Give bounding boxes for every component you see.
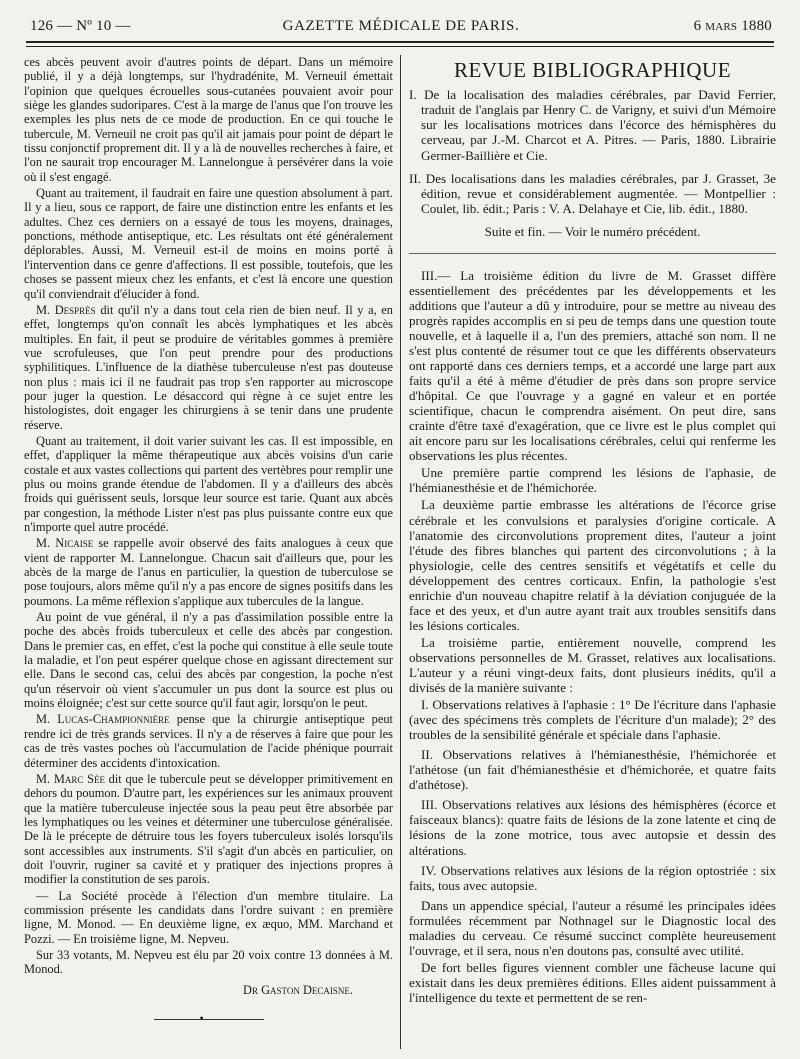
header-rule-thick (26, 41, 774, 43)
paragraph: La deuxième partie embrasse les altérations de l'écorce grise cérébrale et les convulsions et paralysies d'origine corticale. A l'anatomie des circonvolutions proprement dites, l'auteur a joint l'étude des fibres blanches qui partent des circonvolutions ; à la physiologie, celle des centres sensitifs et végétatifs et celle du développement des centres corticaux. Enfin, la pathologie s'est enrichie d'un nouveau chapitre relatif à la déviation conjuguée de la face et des yeux, et d'un autre ayant trait aux troubles sensitifs dans les lésions corticales. (409, 497, 776, 633)
continuation-note: Suite et fin. — Voir le numéro précédent. (484, 223, 701, 239)
page-number: 126 — Nº 10 — (30, 18, 131, 34)
left-column (24, 55, 393, 1053)
paragraph: Une première partie comprend les lésions de l'aphasie, de l'hémianesthésie et de l'hémichorée. (409, 465, 776, 496)
paragraph: ces abcès peuvent avoir d'autres points de départ. Dans un mémoire publié, il y a déjà longtemps, sur l'hydradénite, M. Verneuil émettait l'opinion que quelques écrouelles sous-cutanées pouvaient avoir pour siège les glandes sudoripares. C'est à la marge de l'anus que l'on trouve les exemples les plus nets de ce mode de production. En ce qui touche le tubercule, M. Verneuil ne croit pas qu'il ait jamais pour point de départ le tissu conjonctif proprement dit. Il y a là de nouvelles recherches à faire, et l'on ne saurait trop encourager M. Lannelongue à persévérer dans la voie où il s'est engagé. (24, 55, 393, 184)
list-item: II. Observations relatives à l'hémianesthésie, l'hémichorée et l'athétose (un fait d'hémianesthésie et d'hémichorée, et quatre faits d'athétose). (409, 747, 776, 793)
paragraph: Sur 33 votants, M. Nepveu est élu par 20 voix contre 13 données à M. Monod. (24, 947, 393, 977)
paragraph: — La Société procède à l'élection d'un membre titulaire. La commission présente les candidats dans l'ordre suivant : en première ligne, M. Monod. — En deuxième ligne, ex æquo, MM. Marchand et Pozzi. — En troisième ligne, M. Nepveu. (24, 888, 393, 946)
paragraph: M. Desprès dit qu'il n'y a dans tout cela rien de bien neuf. Il y a, en effet, longtemps qu'on connaît les abcès lymphatiques et les abcès multiples. En fait, il peut se produire de véritables gommes à première vue scrofuleuses, que l'on peut prendre pour des productions syphilitiques. L'influence de la diathèse tuberculeuse n'est pas douteuse non plus : mais ici il ne faudrait pas trop s'en rapporter au microscope pour juger la question. Le désaccord qui règne à ce sujet entre les histologistes, doit engager les chirurgiens à se tenir dans une prudente réserve. (24, 302, 393, 432)
paragraph: Au point de vue général, il n'y a pas d'assimilation possible entre la poche des abcès froids tuberculeux et celle des abcès par congestion. Dans le premier cas, en effet, c'est la poche qui constitue à elle seule toute la maladie, et l'on peut espérer quelque chose en agissant directement sur elle. Dans le second cas, celui des abcès par congestion, la poche n'est qu'un réservoir où vient s'accumuler un pus dont la source est plus ou moins éloignée; c'est sur cette source qu'il faut agir, lorsqu'on le peut. (24, 610, 393, 711)
page-header (30, 18, 772, 40)
bibliography-entry: II. Des localisations dans les maladies cérébrales, par J. Grasset, 3e édition, revue et considérablement augmentée. — Montpellier : Coulet, lib. édit.; Paris : V. A. Delahaye et Cie, lib. édit., 1880. (409, 170, 776, 216)
paragraph: La troisième partie, entièrement nouvelle, comprend les observations personnelles de M. Grasset, relatives aux localisations. L'auteur y a réuni vingt-deux faits, dont plusieurs inédits, qu'il a divisés de la manière suivante : (409, 634, 776, 696)
ornament-dot-icon: • (199, 1011, 204, 1025)
section-rule (409, 253, 776, 254)
paragraph: III.— La troisième édition du livre de M. Grasset diffère essentiellement des précédentes par les développements et les additions que l'auteur a dû y introduire, pour se mettre au niveau des progrès rapides accomplis en si peu de temps dans une question toute nouvelle, et à laquelle il a, l'un des premiers, attaché son nom. Il ne s'est plus contenté de résumer tout ce que les différents observateurs ont rapporté dans ces derniers temps, et a accordé une large part aux faits qu'il a été à même d'étudier de près dans son propre service d'hôpital. Ce que l'ouvrage y a gagné en valeur et en portée scientifique, chacun le comprendra aisément. On peut dire, sans crainte d'être taxé d'exagération, que ce livre est le plus complet qui ait encore paru sur les localisations cérébrales, celui qui renferme les observations les plus récentes. (409, 267, 776, 464)
column-divider (400, 55, 401, 1049)
paragraph: Quant au traitement, il faudrait en faire une question absolument à part. Il y a lieu, sous ce rapport, de faire une distinction entre les enfants et les adultes. Chez ces derniers on a essayé de tous les moyens, drainages, ponctions, méthode antiseptique, etc. Les résultats ont été généralement déplorables. Aussi, M. Verneuil est-il de moins en moins porté à l'intervention dans ce genre d'affections. Il est possible, toutefois, que les choses se passent mieux chez les enfants, et c'est là encore une question qu'il conviendrait d'élucider à fond. (24, 186, 393, 301)
speaker-name: M. Lucas-Championnière (36, 712, 170, 727)
issue-date: 6 mars 1880 (693, 18, 772, 34)
section-title: REVUE BIBLIOGRAPHIQUE (453, 58, 732, 82)
paragraph: M. Marc Sée dit que le tubercule peut se développer primitivement en dehors du poumon. D'autre part, les expériences sur les animaux prouvent que la matière tuberculeuse injectée sous la peau peut être absorbée par les lymphatiques ou les veines et déterminer une tuberculose généralisée. De là le précepte de détruire tous les foyers tuberculeux isolés lorsqu'ils sont accessibles aux instruments. S'il s'agit d'un abcès en particulier, on doit l'ouvrir, ruginer sa cavité et y pratiquer des injections propres à modifier la constitution de ses parois. (24, 771, 393, 887)
journal-title: GAZETTE MÉDICALE DE PARIS. (282, 18, 520, 34)
author-signature: Dr Gaston Decaisne. (243, 982, 353, 997)
list-item: I. Observations relatives à l'aphasie : 1° De l'écriture dans l'aphasie (avec des spécimens très complets de l'écriture d'un malade); 2° des troubles de la sensibilité générale et spéciale dans l'aphasie. (409, 697, 776, 743)
end-rule (154, 1011, 264, 1025)
list-item: III. Observations relatives aux lésions des hémisphères (écorce et faisceaux blancs): quatre faits de lésions de la zone latente et cinq de lésions de la zone motrice, tous avec autopsie et dessin des altérations. (409, 797, 776, 858)
list-item: IV. Observations relatives aux lésions de la région optostriée : six faits, tous avec autopsie. (409, 862, 776, 893)
speaker-name: M. Desprès (36, 302, 96, 317)
paragraph: Dans un appendice spécial, l'auteur a résumé les principales idées formulées récemment par Nothnagel sur le Diagnostic local des maladies du cerveau. Ce résumé succinct complète heureusement l'ouvrage, et il sera, nous n'en doutons pas, consulté avec utilité. (409, 897, 776, 958)
paragraph: De fort belles figures viennent combler une fâcheuse lacune qui existait dans les deux premières éditions. Elles aident puissamment à l'intelligence du texte et permettent de se ren- (409, 959, 776, 1005)
paragraph: Quant au traitement, il doit varier suivant les cas. Il est impossible, en effet, d'appliquer la même thérapeutique aux abcès voisins d'un carie costale et aux vastes collections qui partent des vertèbres pour remplir une plus ou moins grande étendue de l'abdomen. Il y a d'ailleurs des abcès froids qui guérissent seuls, lorsque leur source est tarie. Quant aux abcès par congestion, la méthode Lister n'est pas plus puissante contre eux que n'importe quel autre procédé. (24, 433, 393, 534)
paragraph: M. Nicaise se rappelle avoir observé des faits analogues à ceux que vient de rapporter M. Lannelongue. Chacun sait d'ailleurs que, pour les abcès de la marge de l'anus en particulier, la question de tuberculose se pose toujours, alors même qu'il n'y a pas encore de signes positifs dans les poumons. La même réflexion s'applique aux tubercules de la langue. (24, 536, 393, 608)
header-rule-thin (26, 46, 774, 47)
speaker-name: M. Marc Sée (36, 771, 105, 786)
right-column (409, 55, 776, 1053)
paragraph: M. Lucas-Championnière pense que la chirurgie antiseptique peut rendre ici de très grands services. Il n'y a de réserves à faire que pour les cas de très vastes poches où l'accumulation de l'acide phénique pourrait déterminer des accidents d'intoxication. (24, 712, 393, 770)
bibliography-entry: I. De la localisation des maladies cérébrales, par David Ferrier, traduit de l'anglais par Henry C. de Varigny, et suivi d'un Mémoire sur les localisations motrices dans l'écorce des hémisphères du cerveau, par J.-M. Charcot et A. Pitres. — Paris, 1880. Librairie Germer-Baillière et Cie. (409, 87, 776, 163)
speaker-name: M. Nicaise (36, 536, 94, 551)
